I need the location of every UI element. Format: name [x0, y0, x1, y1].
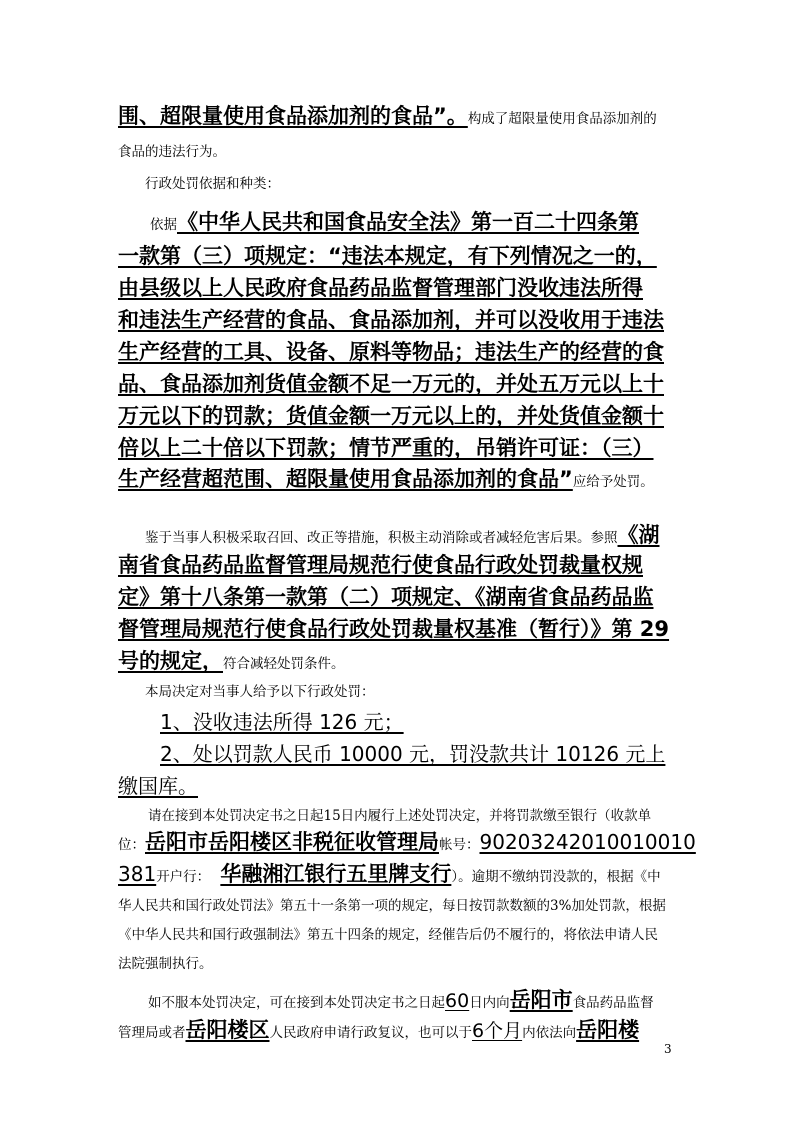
legal-basis-line-4: 和违法生产经营的食品、食品添加剂，并可以没收用于违法 [118, 308, 664, 332]
appeal-text-f: 内依法向 [522, 1025, 577, 1041]
account-number-part-2: 381 [118, 862, 157, 886]
payment-line-2 [118, 826, 696, 856]
appeal-days: 60 [445, 990, 470, 1012]
appeal-district: 岳阳楼区 [185, 1018, 270, 1042]
mitigation-line-1 [145, 519, 705, 549]
legal-basis-line-1 [150, 206, 710, 236]
legal-basis-line-6: 品、食品添加剂货值金额不足一万元的，并处五万元以上十 [118, 372, 664, 396]
legal-basis-law-title: 《中华人民共和国食品安全法》第一百二十四条第 [177, 210, 639, 234]
legal-basis-prefix: 依据 [150, 217, 177, 233]
penalty-item-2-line-2: 缴国库。 [118, 774, 198, 798]
appeal-text-c: 食品药品监督 [572, 995, 654, 1011]
appeal-court: 岳阳楼 [576, 1018, 640, 1042]
mitigation-conclusion: 符合减轻处罚条件。 [223, 656, 345, 672]
violation-conclusion-line-1 [118, 100, 678, 130]
penalty-conclusion: 应给予处罚。 [572, 474, 654, 490]
payment-line-6: 法院强制执行。 [118, 956, 213, 972]
legal-basis-line-8: 倍以上二十倍以下罚款；情节严重的，吊销许可证：（三） [118, 436, 654, 460]
mitigation-line-2: 南省食品药品监督管理局规范行使食品行政处罚裁量权规 [118, 553, 643, 577]
basis-heading: 行政处罚依据和种类： [145, 176, 280, 192]
page-number: 3 [664, 1042, 672, 1056]
payment-line-1: 请在接到本处罚决定书之日起15日内履行上述处罚决定，并将罚款缴至银行（收款单 [148, 808, 652, 824]
payment-line-3 [118, 858, 678, 888]
mitigation-line-4: 督管理局规范行使食品行政处罚裁量权基准（暂行）》第 29 [118, 617, 670, 641]
payment-line-4: 华人民共和国行政处罚法》第五十一条第一项的规定，每日按罚款数额的3%加处罚款，根据 [118, 898, 666, 914]
legal-basis-line-7: 万元以下的罚款；货值金额一万元以上的，并处货值金额十 [118, 404, 664, 428]
penalty-item-1: 1、没收违法所得 126 元； [160, 710, 404, 734]
violation-quote-end: 围、超限量使用食品添加剂的食品”。 [118, 104, 468, 128]
legal-basis-line-9 [118, 463, 678, 493]
penalty-item-2-line-1: 2、处以罚款人民币 10000 元，罚没款共计 10126 元上 [160, 742, 666, 766]
violation-conclusion-line-2: 食品的违法行为。 [118, 144, 226, 160]
appeal-line-1 [148, 984, 708, 1014]
bank-label: 开户行： [156, 869, 211, 885]
mitigation-line-3: 定》第十八条第一款第（二）项规定、《湖南省食品药品监 [118, 585, 654, 609]
appeal-text-a: 如不服本处罚决定，可在接到本处罚决定书之日起 [148, 995, 445, 1011]
payment-line-5: 《中华人民共和国行政强制法》第五十四条的规定，经催告后仍不履行的，将依法申请人民 [118, 927, 658, 943]
mitigation-text: 鉴于当事人积极采取召回、改正等措施，积极主动消除或者减轻危害后果。参照 [145, 530, 618, 546]
legal-basis-line-2: 一款第（三）项规定：“违法本规定，有下列情况之一的， [118, 244, 657, 268]
payee-name: 岳阳市岳阳楼区非税征收管理局 [145, 830, 439, 854]
legal-basis-line-3: 由县级以上人民政府食品药品监督管理部门没收违法所得 [118, 276, 643, 300]
appeal-city: 岳阳市 [509, 988, 573, 1012]
legal-basis-line-5: 生产经营的工具、设备、原料等物品；违法生产的经营的食 [118, 340, 664, 364]
account-label: 帐号： [439, 837, 480, 853]
appeal-text-d: 管理局或者 [118, 1025, 186, 1041]
appeal-text-b: 日内向 [469, 995, 510, 1011]
mitigation-line-5 [118, 645, 678, 675]
violation-conclusion-text: 构成了超限量使用食品添加剂的 [467, 111, 657, 127]
appeal-line-2 [118, 1014, 678, 1044]
appeal-months: 6个月 [472, 1020, 523, 1042]
legal-basis-quote-end: 生产经营超范围、超限量使用食品添加剂的食品” [118, 467, 573, 491]
bank-name: 华融湘江银行五里牌支行 [220, 862, 452, 886]
mitigation-reference-start: 《湖 [617, 523, 660, 547]
account-number-part-1: 90203242010010010 [479, 830, 696, 854]
payee-label: 位： [118, 837, 145, 853]
overdue-text: ）。逾期不缴纳罚没款的，根据《中 [451, 869, 661, 885]
mitigation-reference-end: 号的规定， [118, 649, 223, 673]
decision-heading: 本局决定对当事人给予以下行政处罚： [145, 684, 375, 700]
appeal-text-e: 人民政府申请行政复议，也可以于 [269, 1025, 472, 1041]
